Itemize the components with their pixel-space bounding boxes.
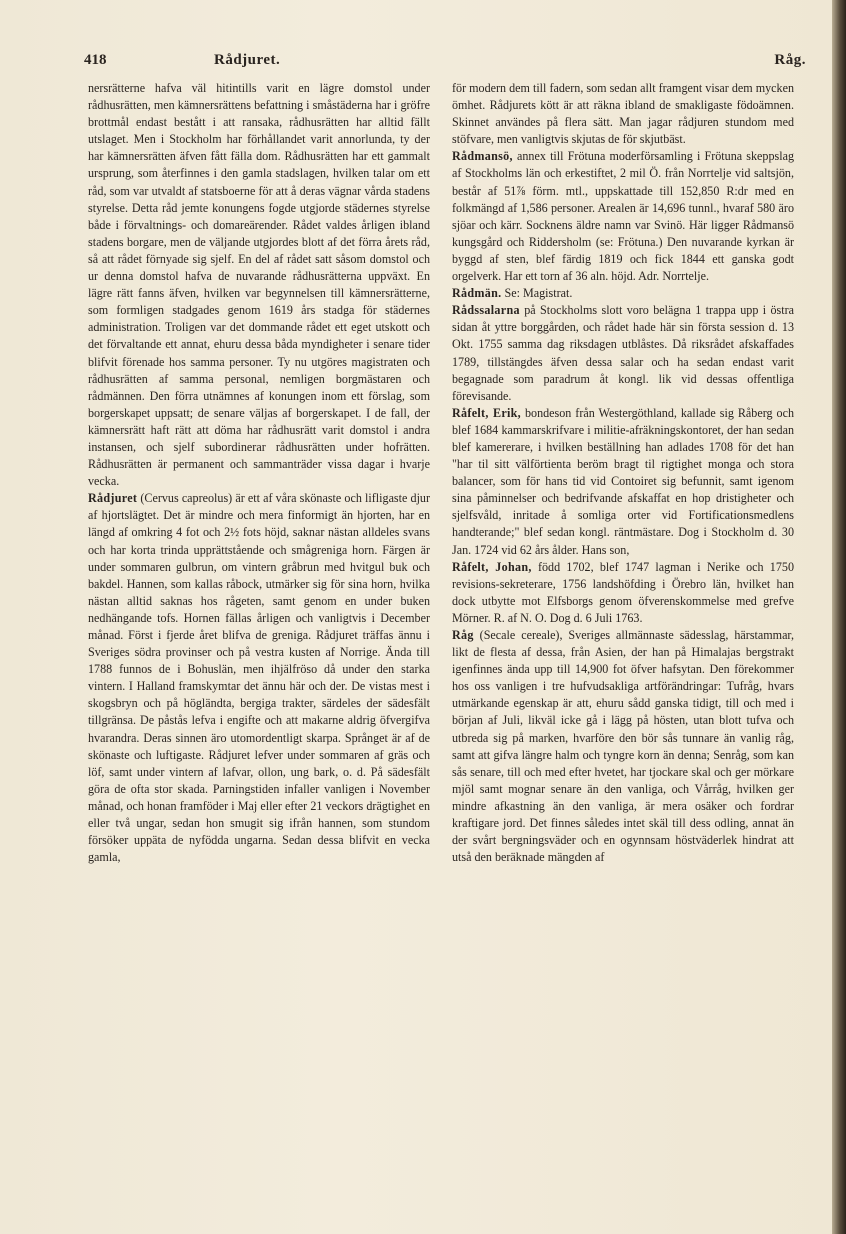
headword: Rådmän.	[452, 286, 502, 301]
right-column	[452, 80, 794, 866]
entry-råfelt-johan: Råfelt, Johan, född 1702, blef 1747 lagman i Nerike och 1750 revisions-sekreterare, 1756 landshöfding i Örebro län, hvilket han dock utbytte mot Elfsborgs genom öfverenskommelse med grefve Mörner. R. af N. O. Dog d. 6 Juli 1763.	[452, 559, 794, 625]
left-running-head: Rådjuret.	[214, 52, 281, 68]
entry-rådmansö: Rådmansö, annex till Frötuna moderförsamling i Frötuna skeppslag af Stockholms län och erkestiftet, 2 mil Ö. från Norrtelje vid saltsjön, består af 51⅞ förm. mtl., uppskattade till 152,850 R:dr med en folkmängd af 1,586 personer. Arealen är 14,696 tunnl., hvaraf 580 äro sjöar och kärr. Socknens äldre namn var Svinö. Här ligger Rådmansö kungsgård och Riddersholm (se: Frötuna.) Den nuvarande kyrkan är byggd af sten, blef färdig 1819 och fick 1844 ett ganska godt orgelverk. Har ett torn af 36 aln. höjd. Adr. Norrtelje.	[452, 149, 794, 284]
entry-paragraph: nersrätterne hafva väl hitintills varit en lägre domstol under rådhusrätten, men kämnersrättens befattning i småstäderna har i gröfre brottmål endast bestått i att ransaka, rådhusrätten har alltid fällt utslaget. Men i Stockholm har förhållandet varit annorlunda, ty der har kämnersrätten äfven fått fälla dom. Rådhusrätten har ett gammalt ursprung, som återfinnes i den gamla stadslagen, hvilken talar om ett råd, som var utvaldt af statsboerne för att å deras vägnar vårda stadens styrelse. Detta råd jemte konungens fogde utgjorde städernes styrelse både i förvaltnings- och domareärender. Rådet valdes årligen ibland stadens borgare, men de väljande utgjordes blott af det förra årets råd, så att rådet förnyade sig sjelf. En del af rådet satt såsom domstol och ur denna domstol hafva de nuvarande rådhusrätterna uppväxt. En lägre rätt fanns äfven, hvilken var begynnelsen till kämnersrätterne, som formligen stadgades genom 1619 års stadga för städernes administration. Troligen var det dommande rådet ett eget utskott och det förvaltande ett annat, ehuru dessa båda myndigheter i senare tider blifvit förenade hos samma personer. Ty nu utgöres magistraten och rådhusrätten af samma personal, nemligen borgmästaren och rådmännen. Den förra utnämnes af konungen inom ett förslag, som borgerskapet uppsatt; de senare väljas af borgerskapet. I de fall, der kämnersrätt haft rätt att döma har rådhusrätt varit domstol i andra instansen, och sjelf subordinerar rådhusrätten under hofrätten. Rådhusrätten är permanent och sammanträder vissa dagar i hvarje vecka.	[88, 81, 430, 489]
right-running-head: Råg.	[774, 52, 806, 68]
entry-rådmän: Rådmän. Se: Magistrat.	[452, 286, 573, 301]
headword: Rådjuret	[88, 491, 138, 506]
headword: Rådmansö,	[452, 149, 513, 164]
headword: Råfelt, Erik,	[452, 405, 521, 420]
entry-råfelt-erik: Råfelt, Erik, bondeson från Westergöthland, kallade sig Råberg och blef 1684 kammarskrifvare i militie-afräkningskontoret, der han sedan blef kamererare, i hvilken beställning han adlades 1708 för det han "har til sitt välförtienta beröm bragt til rigtighet monga och stora balancer, som för hans tid vid Contoiret sig befunnit, samt igenom sina påminnelser och bedrifvande afskaffat en hop dristigheter och sjelfsvåld, inritade å somliga orter vid Fortificationsmedlens handterande;" blef sedan kongl. räntmästare. Dog i Stockholm d. 30 Jan. 1724 vid 62 års ålder. Hans son,	[452, 405, 794, 557]
headword: Råfelt, Johan,	[452, 559, 532, 574]
entry-rådjuret: Rådjuret (Cervus capreolus) är ett af våra skönaste och lifligaste djur af hjortslägtet. Det är mindre och mera finformigt än hjorten, har en längd af omkring 4 fot och 2½ fots höjd, saknar nästan alldeles svans och har korta trinda upprättstående och smågreniga horn. Färgen är under sommaren gulbrun, om vintern gråbrun med hvitgul buk och bakdel. Hannen, som kallas råbock, utmärker sig för sina horn, hvilka nästan alltid saknas hos rågeten, samt genom en under buken nedhängande tofs. Hornen fällas årligen och vanligtvis i December månad. Först i fjerde året blifva de greniga. Rådjuret träffas ännu i Sveriges södra provinser och på vestra kusten af Norrige. Ända till 1788 funnos de i Bohuslän, men ihjälfröso då under den starka vintern. I Halland framskymtar det ännu här och der. De vistas mest i skogsbryn och på högländta, bergiga trakter, särdeles der sädesfält tillgränsa. De påstås lefva i engifte och att makarne aldrig öfvergifva hvarandra. Deras sinnen äro utomordentligt skarpa. Språnget är af de skönaste och luftigaste. Rådjuret lefver under sommaren af gräs och löf, samt under vintern af lafvar, ollon, ung bark, o. d. På sädesfält göra de ofta stor skada. Parningstiden infaller vanligen i November månad, och honan framföder i Maj eller efter 21 veckors drägtighet en eller två ungar, sedan hon smugit sig ifrån hannen, som stundom försöker uppäta de nyfödda ungarna. Sedan dessa blifvit en vecka gamla,	[88, 491, 430, 865]
left-column	[88, 80, 430, 866]
book-spine-edge	[832, 0, 846, 1234]
headword: Råg	[452, 628, 474, 642]
running-header	[84, 52, 806, 74]
entry-paragraph: för modern dem till fadern, som sedan allt framgent visar dem mycken ömhet. Rådjurets kött är att räkna ibland de smakligaste födoämnen. Skinnet användes på flera sätt. Man jagar rådjuren stundom med stöfvare, men vanligtvis skjutas de för skjutbäst.	[452, 81, 794, 147]
entry-rådssalarna: Rådssalarna på Stockholms slott voro belägna 1 trappa upp i östra sidan åt yttre borggården, och rådet hade här sin första session d. 13 Okt. 1755 samma dag riksdagen utblåstes. Då riksrådet afskaffades 1789, tillstängdes äfven dessa salar och ha sedan endast varit begagnade som paradrum åt kongl. lik vid dessas offentliga förevisande.	[452, 303, 794, 403]
entry-råg: Råg (Secale cereale), Sveriges allmännaste sädesslag, härstammar, likt de flesta af dessa, från Asien, der han på Himalajas bergstrakt igenfinnes ända upp till 14,900 fot öfver hafsytan. Den förekommer hos oss vanligen i tre hufvudsakliga artförändringar: Tufråg, hvars utmärkande egenskap är att, ehuru sådd ganska tidigt, till och med i början af Juli, likväl icke gå i lägg på hösten, utan blott tufva och utbreda sig på marken, hvarföre den bör sås tunnare än vanlig råg, samt att gifva längre halm och tyngre korn än denna; Senråg, som kan sås senare, till och med efter hvetet, har tjockare skal och ger mörkare mjöl samt mognar senare än den vanliga, och Vårråg, hvilken ger mindre afkastning än den vanliga, är mera osäker och fordrar kraftigare jord. Det finnes således intet skäl till dess odling, annat än der svårt bergningsväder och en ogynnsam höstväderlek hindrat att utså den beräknade mängden af	[452, 628, 794, 865]
headword: Rådssalarna	[452, 303, 520, 318]
page-number: 418	[84, 52, 107, 68]
